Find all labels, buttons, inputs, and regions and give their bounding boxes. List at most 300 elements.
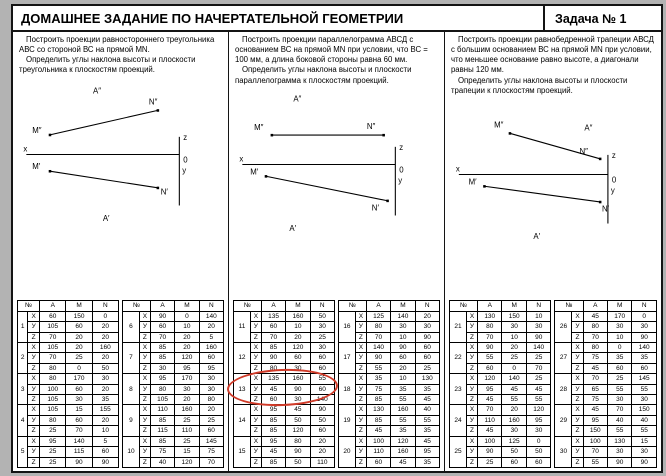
point-label-n1: N′: [371, 203, 379, 213]
entry-number: 17: [338, 342, 355, 373]
coord-value: 95: [526, 415, 551, 425]
table-row: [18, 426, 119, 436]
coord-value: 75: [583, 395, 607, 405]
coord-value: 140: [66, 436, 92, 446]
axis-label: X: [466, 374, 477, 384]
coord-value: 50: [310, 415, 334, 425]
table-row: [338, 342, 439, 352]
coord-value: 60: [261, 395, 285, 405]
coord-value: 10: [286, 322, 310, 332]
coord-value: 55: [391, 415, 415, 425]
coord-table-container-1: [17, 300, 119, 468]
coord-value: 30: [502, 426, 526, 436]
coord-value: 45: [261, 384, 285, 394]
axis-label: X: [139, 311, 150, 321]
axis-label: Z: [250, 363, 261, 373]
table-row: [233, 405, 334, 415]
entry-number: 2: [18, 342, 28, 373]
coord-value: 80: [150, 384, 174, 394]
coord-value: 70: [583, 332, 607, 342]
axis-label: Z: [250, 426, 261, 436]
coord-value: 85: [366, 415, 390, 425]
task-text: Построить проекции равностороннего треугольника АВС со стороной ВС на прямой MN.: [19, 35, 215, 55]
coord-value: 80: [366, 322, 390, 332]
coord-value: 130: [607, 436, 631, 446]
coord-value: 35: [415, 426, 439, 436]
coord-value: 75: [583, 353, 607, 363]
coord-value: 160: [286, 374, 310, 384]
coord-value: 60: [478, 363, 502, 373]
coord-value: 20: [502, 342, 526, 352]
coord-value: 60: [199, 353, 223, 363]
coord-value: 160: [502, 415, 526, 425]
coord-value: 60: [310, 353, 334, 363]
coord-value: 25: [66, 353, 92, 363]
axis-label: Z: [355, 332, 366, 342]
axis-label: Z: [355, 395, 366, 405]
coord-value: 55: [632, 426, 657, 436]
column-header: А: [583, 301, 607, 311]
axis-label: X: [139, 405, 150, 415]
axis-label: Z: [572, 457, 583, 467]
origin-label: 0: [183, 154, 188, 164]
axis-label: X: [466, 311, 477, 321]
table-row: [338, 374, 439, 384]
entry-number: 30: [555, 436, 572, 467]
worksheet-header: [13, 6, 661, 32]
coord-value: 70: [261, 332, 285, 342]
coord-value: 60: [92, 447, 118, 457]
coord-value: 70: [40, 332, 66, 342]
axis-label: У: [28, 447, 40, 457]
entry-number: 5: [18, 436, 28, 467]
coord-value: 45: [366, 426, 390, 436]
axis-label: Z: [139, 363, 150, 373]
coord-value: 100: [366, 436, 390, 446]
coord-value: 35: [391, 426, 415, 436]
column-header: М: [391, 301, 415, 311]
axis-label: У: [139, 415, 150, 425]
coord-value: 90: [415, 332, 439, 342]
axis-label: У: [28, 322, 40, 332]
table-row: [449, 436, 551, 446]
coord-value: 15: [175, 447, 199, 457]
coord-value: 85: [150, 353, 174, 363]
axis-label: X: [355, 342, 366, 352]
coord-value: 30: [286, 395, 310, 405]
axis-label: У: [139, 353, 150, 363]
coord-value: 10: [526, 311, 551, 321]
task-column-parallelogram: [229, 32, 445, 471]
table-row: [123, 311, 224, 321]
point-label-n1: N′: [601, 204, 610, 214]
coord-value: 140: [502, 374, 526, 384]
column-header: №: [123, 301, 151, 311]
coord-value: 20: [92, 353, 118, 363]
coord-value: 75: [199, 447, 223, 457]
coord-value: 160: [199, 342, 223, 352]
coord-value: 50: [286, 415, 310, 425]
coord-value: 135: [261, 311, 285, 321]
coord-value: 70: [478, 332, 502, 342]
column-header: А: [478, 301, 502, 311]
coord-value: 120: [526, 405, 551, 415]
axis-label: Z: [466, 426, 477, 436]
entry-number: 15: [233, 436, 250, 467]
coord-value: 55: [478, 353, 502, 363]
table-row: [449, 405, 551, 415]
coord-value: 120: [286, 426, 310, 436]
coord-value: 45: [478, 395, 502, 405]
coord-value: 50: [502, 447, 526, 457]
table-row: [338, 311, 439, 321]
axis-label: У: [250, 353, 261, 363]
coord-value: 80: [40, 374, 66, 384]
coord-value: 60: [366, 457, 390, 467]
coord-value: 60: [310, 363, 334, 373]
task-column-trapezoid: [445, 32, 661, 471]
coord-value: 45: [502, 384, 526, 394]
axis-label: Z: [139, 332, 150, 342]
coord-value: 115: [66, 447, 92, 457]
entry-number: 25: [449, 436, 466, 467]
coord-value: 25: [199, 415, 223, 425]
coord-value: 30: [632, 395, 657, 405]
coord-value: 30: [502, 322, 526, 332]
coord-value: 90: [607, 457, 631, 467]
axis-label: X: [572, 374, 583, 384]
coord-value: 25: [175, 436, 199, 446]
entry-number: 26: [555, 311, 572, 342]
column-header: №: [555, 301, 583, 311]
coord-value: 140: [526, 342, 551, 352]
axis-label: У: [572, 322, 583, 332]
table-row: [18, 436, 119, 446]
entry-number: 6: [123, 311, 140, 342]
coord-value: 70: [478, 405, 502, 415]
axis-label: У: [139, 322, 150, 332]
coord-value: 20: [502, 405, 526, 415]
axis-label: Z: [139, 395, 150, 405]
axis-label-z: z: [183, 132, 188, 142]
coord-value: 25: [310, 332, 334, 342]
coord-value: 110: [310, 457, 334, 467]
entry-number: 7: [123, 342, 140, 373]
coord-value: 60: [261, 322, 285, 332]
coord-value: 15: [66, 405, 92, 415]
coord-value: 60: [66, 384, 92, 394]
coord-value: 30: [607, 395, 631, 405]
axis-label: У: [572, 415, 583, 425]
coord-value: 10: [391, 332, 415, 342]
coord-value: 45: [583, 311, 607, 321]
axis-label: Z: [572, 395, 583, 405]
coord-value: 45: [478, 426, 502, 436]
axis-label: У: [355, 447, 366, 457]
column-header: М: [286, 301, 310, 311]
axis-label: Z: [28, 457, 40, 467]
coord-value: 160: [175, 405, 199, 415]
coord-value: 80: [478, 322, 502, 332]
diagram-svg: [17, 78, 224, 230]
coord-value: 170: [607, 311, 631, 321]
coord-value: 30: [526, 426, 551, 436]
coord-value: 10: [175, 322, 199, 332]
axis-label: У: [355, 322, 366, 332]
axis-label: У: [250, 415, 261, 425]
coord-value: 150: [66, 311, 92, 321]
coord-table-container-3: [233, 300, 335, 468]
coord-value: 25: [40, 447, 66, 457]
coord-value: 95: [261, 405, 285, 415]
point-label-m2: M″: [254, 122, 264, 132]
coord-value: 45: [261, 447, 285, 457]
coord-table-container-6: [554, 300, 657, 468]
coord-value: 60: [632, 363, 657, 373]
coord-value: 95: [415, 447, 439, 457]
coord-value: 20: [92, 384, 118, 394]
coord-value: 105: [40, 395, 66, 405]
axis-label: X: [139, 342, 150, 352]
coord-value: 50: [526, 447, 551, 457]
coord-value: 90: [632, 332, 657, 342]
coord-value: 170: [175, 374, 199, 384]
coord-value: 85: [261, 457, 285, 467]
axis-label: У: [250, 384, 261, 394]
coord-value: 55: [607, 426, 631, 436]
worksheet-page: [11, 4, 663, 473]
axis-label-z: z: [399, 142, 404, 152]
coord-value: 30: [415, 322, 439, 332]
table-row: [233, 342, 334, 352]
coord-value: 45: [286, 405, 310, 415]
entry-number: 3: [18, 374, 28, 405]
coord-value: 85: [261, 426, 285, 436]
axis-label: Z: [139, 426, 150, 436]
coord-value: 5: [92, 436, 118, 446]
axis-label: Z: [28, 426, 40, 436]
coord-value: 130: [366, 405, 390, 415]
coord-value: 80: [583, 342, 607, 352]
coord-value: 85: [366, 395, 390, 405]
coord-value: 55: [526, 395, 551, 405]
coord-value: 20: [175, 332, 199, 342]
entry-number: 10: [123, 436, 140, 467]
coord-table: [449, 300, 552, 468]
coord-value: 20: [175, 395, 199, 405]
coord-value: 80: [261, 363, 285, 373]
axis-label: X: [250, 311, 261, 321]
axis-label: Z: [355, 426, 366, 436]
column-header: №: [338, 301, 366, 311]
coord-value: 20: [199, 322, 223, 332]
table-row: [18, 457, 119, 467]
coord-value: 20: [391, 363, 415, 373]
coord-value: 95: [478, 384, 502, 394]
page-title: ДОМАШНЕЕ ЗАДАНИЕ ПО НАЧЕРТАТЕЛЬНОЙ ГЕОМЕТРИИ: [21, 11, 404, 26]
coord-value: 80: [40, 415, 66, 425]
table-row: [555, 436, 657, 446]
axis-label: Z: [28, 363, 40, 373]
point-label-m2: M″: [32, 125, 42, 135]
coord-value: 85: [150, 415, 174, 425]
axis-label: Z: [355, 363, 366, 373]
coord-value: 60: [66, 415, 92, 425]
coord-table: [122, 300, 224, 468]
coord-value: 40: [607, 415, 631, 425]
coord-value: 30: [607, 447, 631, 457]
origin-label: 0: [611, 175, 617, 185]
coord-value: 130: [478, 311, 502, 321]
coord-value: 20: [66, 332, 92, 342]
coord-value: 30: [66, 395, 92, 405]
projection-diagram-parallelogram: [233, 88, 440, 245]
coord-value: 135: [261, 374, 285, 384]
coord-value: 55: [583, 457, 607, 467]
coord-value: 60: [607, 363, 631, 373]
coord-value: 60: [391, 353, 415, 363]
entry-number: 1: [18, 311, 28, 342]
coord-value: 25: [502, 353, 526, 363]
coord-value: 60: [415, 342, 439, 352]
table-row: [18, 447, 119, 457]
coord-value: 90: [92, 457, 118, 467]
coord-value: 60: [310, 426, 334, 436]
table-row: [18, 363, 119, 373]
axis-label: У: [466, 353, 477, 363]
coord-value: 95: [175, 363, 199, 373]
coord-value: 30: [199, 374, 223, 384]
coord-value: 55: [366, 363, 390, 373]
axis-label: Z: [572, 332, 583, 342]
coord-value: 0: [502, 363, 526, 373]
column-header: М: [502, 301, 526, 311]
table-row: [449, 342, 551, 352]
column-header: А: [40, 301, 66, 311]
coord-value: 0: [66, 363, 92, 373]
axis-label: У: [466, 415, 477, 425]
coord-table: [17, 300, 119, 468]
table-row: [18, 311, 119, 321]
table-row: [233, 311, 334, 321]
entry-number: 9: [123, 405, 140, 436]
coord-value: 140: [632, 342, 657, 352]
axis-label: У: [355, 384, 366, 394]
coord-value: 70: [607, 405, 631, 415]
axis-label: У: [355, 353, 366, 363]
column-header: №: [18, 301, 40, 311]
coord-value: 110: [150, 405, 174, 415]
axis-label: У: [355, 415, 366, 425]
coord-value: 0: [526, 436, 551, 446]
entry-number: 11: [233, 311, 250, 342]
entry-number: 23: [449, 374, 466, 405]
axis-label: У: [250, 447, 261, 457]
coord-value: 45: [583, 405, 607, 415]
coord-value: 150: [632, 405, 657, 415]
coord-value: 40: [415, 405, 439, 415]
coord-value: 30: [391, 322, 415, 332]
point-label-n1: N′: [160, 187, 168, 197]
coord-value: 120: [175, 353, 199, 363]
coord-value: 10: [502, 332, 526, 342]
axis-label: Z: [250, 395, 261, 405]
tables-group-3: [449, 300, 657, 468]
table-row: [338, 436, 439, 446]
coord-value: 35: [415, 457, 439, 467]
point-label-m2: M″: [494, 120, 504, 130]
axis-label: X: [250, 342, 261, 352]
point-label-a2: A″: [93, 86, 102, 96]
table-row: [555, 342, 657, 352]
table-row: [18, 405, 119, 415]
coord-value: 100: [478, 436, 502, 446]
coord-value: 25: [526, 353, 551, 363]
coord-value: 5: [199, 332, 223, 342]
coord-value: 30: [607, 322, 631, 332]
coord-table-container-2: [122, 300, 224, 468]
coord-value: 20: [175, 342, 199, 352]
axis-label: X: [355, 436, 366, 446]
entry-number: 20: [338, 436, 355, 467]
coord-value: 125: [502, 436, 526, 446]
axis-label: Z: [250, 332, 261, 342]
coord-value: 105: [150, 395, 174, 405]
coord-value: 25: [415, 363, 439, 373]
axis-label: У: [466, 447, 477, 457]
table-row: [233, 436, 334, 446]
coord-value: 60: [199, 426, 223, 436]
axis-label: Z: [466, 363, 477, 373]
axis-label: X: [139, 436, 150, 446]
column-header: N: [526, 301, 551, 311]
axis-label: У: [139, 447, 150, 457]
coord-value: 110: [478, 415, 502, 425]
table-row: [123, 342, 224, 352]
coord-value: 140: [366, 342, 390, 352]
axis-label: У: [139, 384, 150, 394]
axis-label: X: [572, 436, 583, 446]
column-header: N: [92, 301, 118, 311]
column-header: N: [632, 301, 657, 311]
entry-number: 18: [338, 374, 355, 405]
entry-number: 13: [233, 374, 250, 405]
axis-label: X: [466, 342, 477, 352]
column-header: А: [261, 301, 285, 311]
coord-value: 160: [286, 311, 310, 321]
column-header: М: [175, 301, 199, 311]
point-label-a1: A′: [102, 213, 110, 223]
coord-value: 0: [632, 311, 657, 321]
column-header: N: [415, 301, 439, 311]
coord-value: 95: [199, 363, 223, 373]
coord-value: 20: [92, 415, 118, 425]
coord-value: 90: [526, 332, 551, 342]
table-row: [18, 332, 119, 342]
axis-label: X: [28, 405, 40, 415]
task-text: Построить проекции равнобедренной трапеции АВСД с большим основанием ВС на прямой MN при условии, что меньшее основание равно высоте, а диагонали равны 120 мм.: [450, 35, 654, 75]
coord-value: 120: [175, 457, 199, 467]
axis-label: У: [28, 353, 40, 363]
axis-label: X: [355, 311, 366, 321]
coord-value: 50: [92, 363, 118, 373]
coord-value: 130: [415, 374, 439, 384]
coord-value: 80: [199, 395, 223, 405]
axis-label: У: [572, 447, 583, 457]
axis-label: Z: [466, 332, 477, 342]
coord-value: 70: [150, 332, 174, 342]
coord-value: 10: [92, 426, 118, 436]
